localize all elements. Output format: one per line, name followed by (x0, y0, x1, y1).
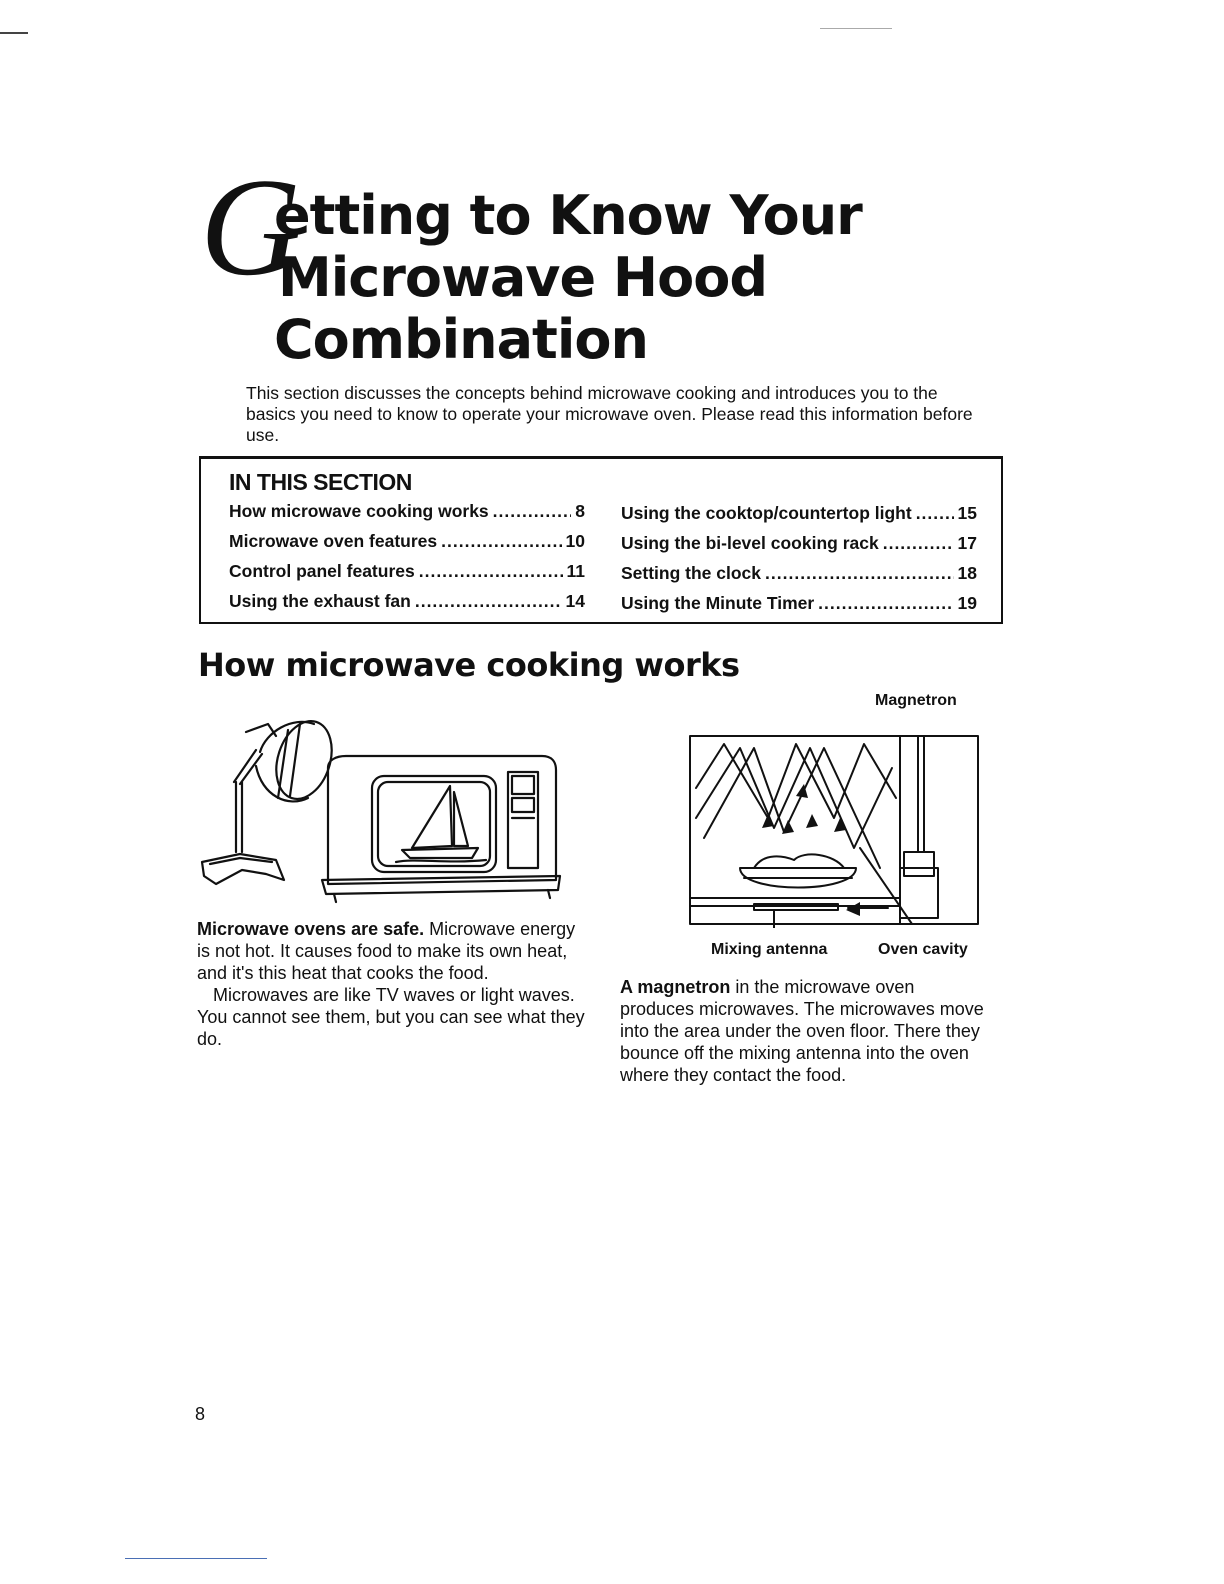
toc-entry-page: 8 (575, 501, 585, 521)
intro-paragraph: This section discusses the concepts behind microwave cooking and introduces you to the basics you need to know to operate your microwave oven. Please read this information before use. (246, 383, 973, 445)
toc-entry-label: Using the cooktop/countertop light (621, 503, 912, 523)
label-magnetron: Magnetron (875, 692, 957, 709)
scan-mark-top-right (820, 28, 892, 29)
title-line-2: Microwave Hood (278, 246, 767, 309)
toc-entry[interactable] (229, 531, 585, 561)
microwave-oven-diagram (684, 728, 984, 928)
toc-entry-page: 15 (957, 503, 977, 523)
toc-leader-dots (441, 531, 561, 552)
toc-entry-label: How microwave cooking works (229, 501, 489, 521)
label-mixing-antenna: Mixing antenna (711, 941, 828, 958)
footer-rule (125, 1558, 267, 1559)
title-drop-cap: G (200, 150, 302, 305)
toc-entry[interactable] (621, 503, 977, 533)
toc-leader-dots (493, 501, 572, 522)
safety-paragraph (197, 918, 587, 984)
right-text-column (620, 976, 990, 1086)
toc-entry[interactable] (621, 563, 977, 593)
toc-heading: IN THIS SECTION (229, 469, 412, 495)
toc-entry[interactable] (229, 561, 585, 591)
toc-entry-label: Setting the clock (621, 563, 762, 583)
toc-entry-label: Using the exhaust fan (229, 591, 411, 611)
toc-leader-dots (818, 593, 953, 614)
toc-leader-dots (419, 561, 563, 582)
toc-entry-page: 11 (566, 561, 585, 581)
page-number: 8 (195, 1404, 206, 1424)
scan-mark-top-left (0, 32, 28, 34)
toc-entry-label: Microwave oven features (229, 531, 438, 551)
toc-right-column (621, 503, 977, 623)
magnetron-lead: A magnetron (620, 977, 731, 997)
in-this-section-box (199, 456, 1003, 624)
toc-entry-page: 17 (957, 533, 977, 553)
toc-entry[interactable] (621, 593, 977, 623)
toc-entry-page: 10 (565, 531, 585, 551)
toc-entry[interactable] (229, 501, 585, 531)
toc-leader-dots (765, 563, 954, 584)
magnetron-paragraph (620, 976, 990, 1086)
toc-left-column (229, 501, 585, 621)
safety-lead: Microwave ovens are safe. (197, 919, 425, 939)
safety-text: Microwave energy is not hot. It causes food to make its own heat, and it's this heat that cooks the food. (197, 919, 576, 983)
toc-leader-dots (415, 591, 562, 612)
magnetron-text: in the microwave oven produces microwaves. The microwaves move into the area under the oven floor. There they bounce off the mixing antenna into the oven where they contact the food. (620, 977, 984, 1085)
toc-leader-dots (883, 533, 954, 554)
waves-paragraph: Microwaves are like TV waves or light waves. You cannot see them, but you can see what they do. (197, 985, 585, 1049)
toc-entry-label: Control panel features (229, 561, 415, 581)
label-oven-cavity: Oven cavity (878, 941, 968, 958)
toc-entry-label: Using the Minute Timer (621, 593, 815, 613)
left-text-column (197, 918, 587, 1050)
title-line-1: etting to Know Your (274, 184, 862, 247)
toc-entry-page: 19 (957, 593, 977, 613)
lamp-and-tv-illustration (196, 712, 562, 908)
toc-entry-page: 14 (565, 591, 585, 611)
title-line-3: Combination (274, 308, 648, 371)
section-heading: How microwave cooking works (198, 646, 740, 684)
toc-leader-dots (916, 503, 954, 524)
toc-entry[interactable] (229, 591, 585, 621)
toc-entry-page: 18 (957, 563, 977, 583)
toc-entry[interactable] (621, 533, 977, 563)
toc-entry-label: Using the bi-level cooking rack (621, 533, 879, 553)
